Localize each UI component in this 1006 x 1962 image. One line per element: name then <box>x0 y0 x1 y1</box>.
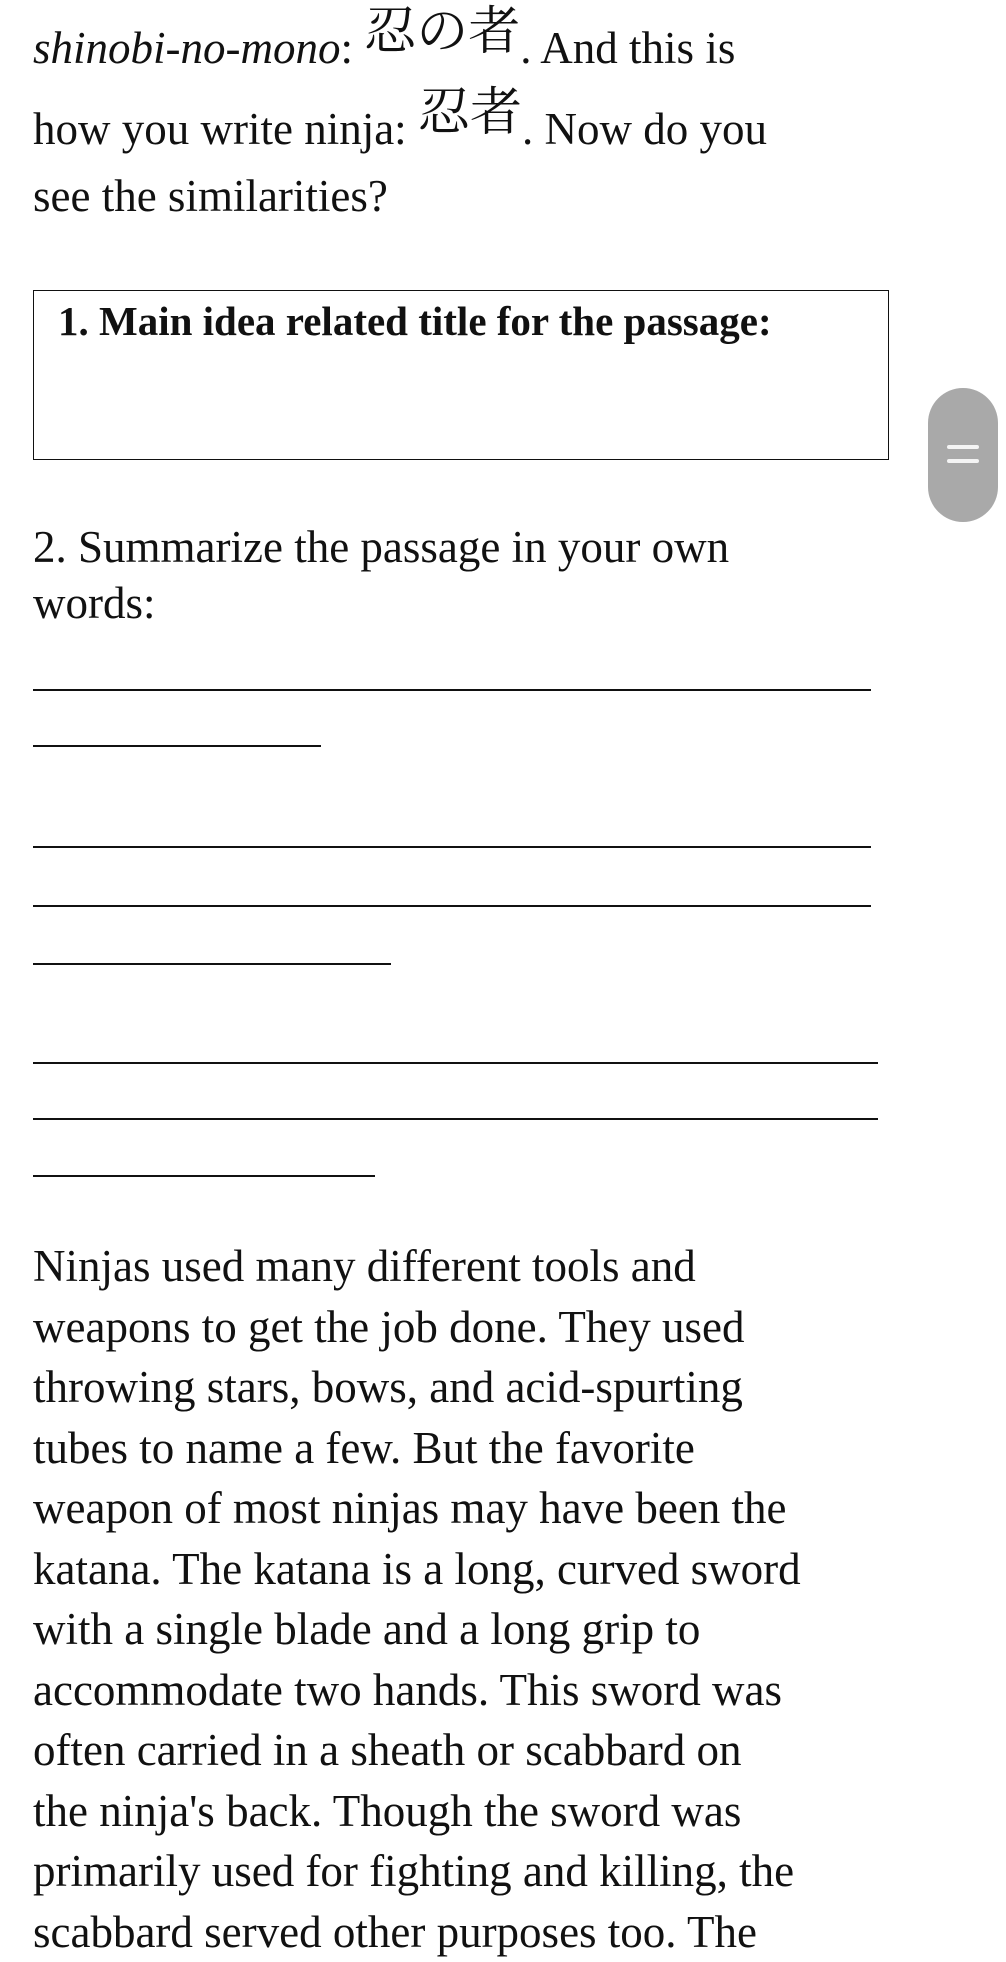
intro-line-2: how you write ninja: 忍者. Now do you <box>33 87 893 168</box>
summarize-prompt: 2. Summarize the passage in your own words: <box>33 519 893 631</box>
main-idea-prompt: 1. Main idea related title for the passage: <box>58 297 772 346</box>
answer-line[interactable] <box>33 745 321 747</box>
intro-paragraph <box>33 6 893 224</box>
answer-line[interactable] <box>33 1118 878 1120</box>
passage-line: scabbard served other purposes too. The <box>33 1902 913 1962</box>
passage-line: primarily used for fighting and killing, the <box>33 1841 913 1902</box>
passage-line: throwing stars, bows, and acid-spurting <box>33 1357 913 1418</box>
kanji-ninja: 忍者 <box>418 73 522 154</box>
passage-line: the ninja's back. Though the sword was <box>33 1781 913 1842</box>
answer-line[interactable] <box>33 905 871 907</box>
passage-paragraph <box>33 1236 913 1962</box>
answer-line[interactable] <box>33 846 871 848</box>
passage-line: Ninjas used many different tools and <box>33 1236 913 1297</box>
intro-line-3: see the similarities? <box>33 168 893 224</box>
kanji-shinobi-no-mono: 忍の者 <box>364 0 520 73</box>
passage-line: often carried in a sheath or scabbard on <box>33 1720 913 1781</box>
passage-line: tubes to name a few. But the favorite <box>33 1418 913 1479</box>
term-shinobi-no-mono: shinobi-no-mono <box>33 23 341 73</box>
passage-line: katana. The katana is a long, curved sword <box>33 1539 913 1600</box>
scroll-handle[interactable] <box>928 388 998 522</box>
main-idea-title-box[interactable] <box>33 290 889 460</box>
answer-line[interactable] <box>33 689 871 691</box>
passage-line: weapon of most ninjas may have been the <box>33 1478 913 1539</box>
passage-line: accommodate two hands. This sword was <box>33 1660 913 1721</box>
passage-line: weapons to get the job done. They used <box>33 1297 913 1358</box>
answer-line[interactable] <box>33 1062 878 1064</box>
answer-line[interactable] <box>33 1175 375 1177</box>
passage-line: with a single blade and a long grip to <box>33 1599 913 1660</box>
intro-line-1: shinobi-no-mono: 忍の者. And this is <box>33 6 893 87</box>
answer-line[interactable] <box>33 963 391 965</box>
